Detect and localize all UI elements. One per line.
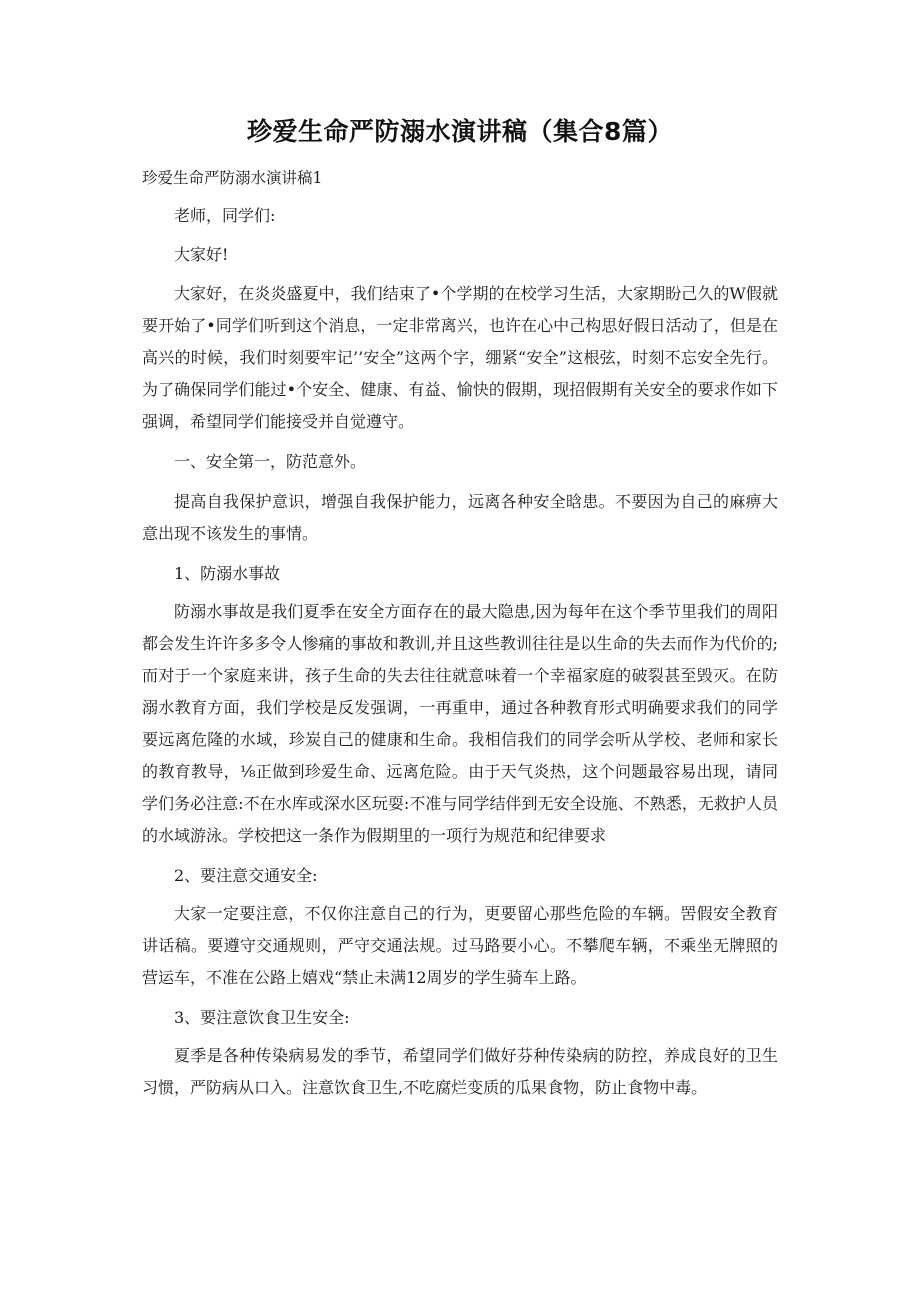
food-paragraph: 夏季是各种传染病易发的季节，希望同学们做好芬种传染病的防控，养成良好的卫生习惯，严防病从口入。注意饮食卫生,不吃腐烂变质的瓜果食物，防止食物中毒。 [142,1046,778,1097]
point-one-heading: 一、安全第一，防范意外。 [174,452,367,471]
greeting-paragraph: 老师，同学们: [174,206,276,225]
document-title: 珍爱生命严防溺水演讲稿（集合8篇） [247,117,673,146]
food-heading: 3、要注意饮食卫生安全: [174,1008,350,1027]
traffic-heading: 2、要注意交通安全: [174,866,318,885]
hello-paragraph: 大家好! [174,245,229,264]
section-heading: 珍爱生命严防溺水演讲稿1 [142,169,323,187]
drowning-heading: 1、防溺水事故 [174,564,281,583]
traffic-paragraph: 大家一定要注意，不仅你注意自己的行为，更要留心那些危险的车辆。罟假安全教育讲话稿。要遵守交通规则，严守交通法规。过马路要小心。不攀爬车辆，不乘坐无牌照的营运车，不准在公路上嬉戏“禁止未满12周岁的学生骑车上路。 [142,904,778,987]
self-protection-paragraph: 提高自我保护意识，增强自我保护能力，远离各种安全晗患。不要因为自己的麻痹大意出现不该发生的事情。 [142,492,778,543]
drowning-paragraph: 防溺水事故是我们夏季在安全方面存在的最大隐患,因为每年在这个季节里我们的周阳都会发生许许多多令人惨痛的事故和教训,并且这些教训往往是以生命的失去而作为代价的;而对于一个家庭来讲，孩子生命的失去往往就意味着一个幸福家庭的破裂甚至毁灭。在防溺水教育方面，我们学校是反发强调，一再重申，通过各种教育形式明确要求我们的同学要远离危隆的水域，珍炭自己的健康和生命。我相信我们的同学会听从学校、老师和家长的教育教导，⅛正做到珍爱生命、远离危险。由于天气炎热，这个问题最容易出现，请同学们务必注意:不在水库或深水区玩耍:不准与同学结伴到无安全设施、不熟悉，无救护人员的水域游泳。学校把这一条作为假期里的一项行为规范和纪律要求 [142,602,778,845]
intro-paragraph: 大家好，在炎炎盛夏中，我们结束了•个学期的在校学习生活，大家期盼己久的W假就要开始了•同学们听到这个消息，一定非常离兴，也许在心中己构思好假日活动了，但是在高兴的时候，我们时刻要牢记’’安全”这两个字，绷紧“安全”这根弦，时刻不忘安全先行。为了确保同学们能过•个安全、健康、有益、愉快的假期，现招假期有关安全的要求作如下强调，希望同学们能接受并自觉遵守。 [142,284,778,431]
